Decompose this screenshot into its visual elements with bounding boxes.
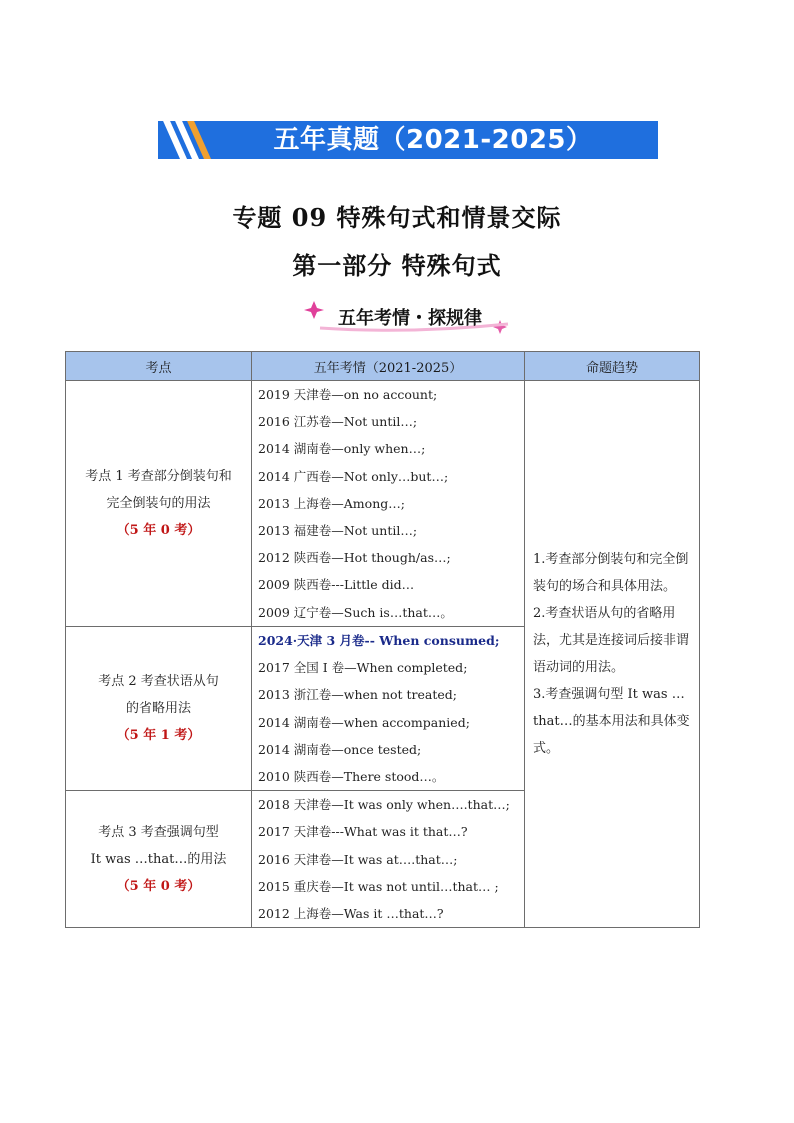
question-item: 2014 湖南卷—only when…; [258,441,426,457]
table-row [66,381,700,627]
topic-text: It was …that…的用法 [90,851,227,867]
question-item: 2017 天津卷---What was it that…? [258,824,468,840]
trend-item: 1.考查部分倒装句和完全倒装句的场合和具体用法。 [533,552,689,595]
question-item: 2017 全国 I 卷—When completed; [258,660,468,676]
topic-text: 考点 2 考查状语从句 [98,674,219,690]
questions-cell [252,627,525,791]
title-banner [158,121,658,159]
topic-text: 的省略用法 [125,701,191,717]
question-item: 2016 天津卷—It was at….that…; [258,851,458,867]
question-item: 2014 湖南卷—when accompanied; [258,714,470,730]
topic-text: 完全倒装句的用法 [106,496,211,511]
question-item: 2018 天津卷—It was only when….that…; [258,797,510,813]
topic-count: （5 年 0 考） [116,878,201,894]
question-item: 2016 江苏卷—Not until…; [258,414,418,430]
question-item: 2019 天津卷—on no account; [258,387,438,402]
question-item: 2014 广西卷—Not only…but…; [258,468,449,484]
table-header-row [66,352,700,381]
exam-analysis-table [65,351,700,928]
topic-cell [66,627,252,791]
questions-cell [252,791,525,928]
section-label: 五年考情・探规律 [338,308,482,329]
question-item: 2009 陕西卷---Little did… [258,577,415,593]
question-item: 2013 浙江卷—when not treated; [258,687,458,703]
question-item: 2015 重庆卷—It was not until…that… ; [258,878,499,894]
topic-text: 考点 1 考查部分倒装句和 [85,469,232,484]
question-item: 2009 辽宁卷—Such is…that…。 [258,604,453,620]
question-item: 2013 上海卷—Among…; [258,495,405,511]
doc-title: 专题 09 特殊句式和情景交际 [232,203,562,232]
question-item: 2013 福建卷—Not until…; [258,522,418,538]
topic-cell [66,791,252,928]
topic-count: （5 年 0 考） [116,523,201,538]
banner-title: 五年真题（2021-2025） [273,125,593,155]
doc-subtitle: 第一部分 特殊句式 [292,251,502,280]
column-header-trend: 命题趋势 [525,352,700,381]
trend-cell [525,381,700,928]
question-item: 2014 湖南卷—once tested; [258,741,422,757]
question-item: 2010 陕西卷—There stood…。 [258,768,445,784]
section-header [300,298,520,338]
topic-count: （5 年 1 考） [116,728,201,744]
questions-cell [252,381,525,627]
question-item: 2012 上海卷—Was it …that…? [258,905,444,921]
trend-item: 3.考查强调句型 It was …that…的基本用法和具体变式。 [533,687,690,757]
topic-text: 考点 3 考查强调句型 [98,824,219,840]
topic-cell [66,381,252,627]
trend-item: 2.考查状语从句的省略用法，尤其是连接词后接非谓语动词的用法。 [533,606,690,676]
question-item-highlight: 2024·天津 3 月卷-- When consumed; [258,633,500,648]
column-header-topic: 考点 [66,352,252,381]
question-item: 2012 陕西卷—Hot though/as…; [258,550,451,566]
column-header-exams: 五年考情（2021-2025） [252,352,525,381]
